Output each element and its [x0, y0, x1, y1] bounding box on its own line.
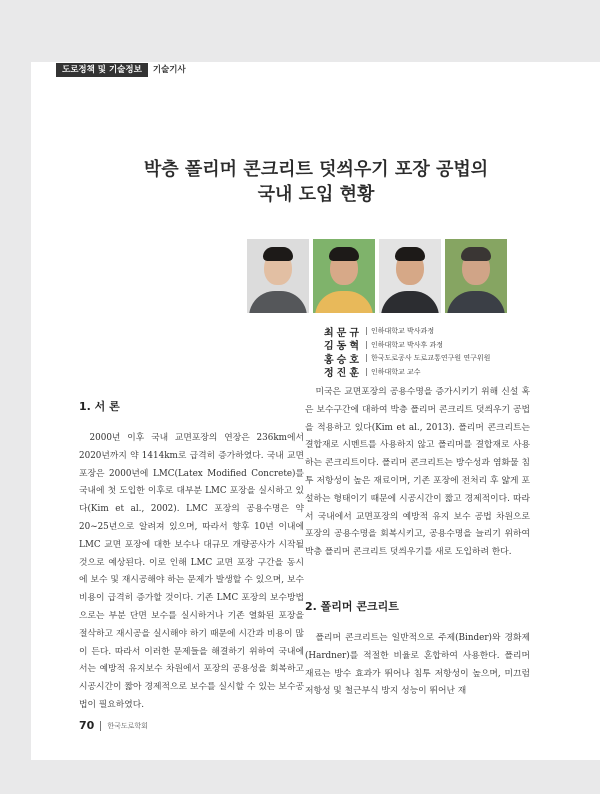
section-1-heading: 1. 서 론 [79, 400, 120, 413]
section-2-heading: 2. 폴리머 콘크리트 [305, 600, 399, 613]
section-2-paragraph: 폴리머 콘크리트는 일반적으로 주제(Binder)와 경화제(Hardner)를 적절한 비율로 혼합하여 사용한다. 폴리머 재료는 방수 효과가 뛰어나 침투 저항성이 높으며, 미끄럼저항성 및 철근부식 방지 성능이 뛰어난 재 [305, 633, 530, 697]
author-separator [366, 368, 367, 376]
publication-name: 한국도로학회 [107, 721, 148, 730]
top-band [31, 0, 600, 62]
article-title-line-2: 국내 도입 현황 [257, 184, 375, 205]
author-list [324, 325, 490, 379]
section-sub-label: 기술기사 [152, 65, 186, 75]
author-photos [247, 239, 507, 313]
article-title-line-1: 박층 폴리머 콘크리트 덧씌우기 포장 공법의 [143, 159, 489, 180]
author-row [324, 366, 490, 378]
section-tag [56, 63, 186, 77]
bottom-band [31, 760, 600, 794]
author-affiliation: 인하대학교 교수 [371, 367, 421, 376]
author-photo-4 [445, 239, 507, 313]
author-affiliation: 한국도로공사 도로교통연구원 연구위원 [371, 354, 491, 362]
author-row [324, 339, 490, 351]
author-name: 최문규 [324, 327, 362, 339]
author-photo-3 [379, 239, 441, 313]
author-name: 김동혁 [324, 341, 362, 352]
section-1-paragraph-continued: 미국은 교면포장의 공용수명을 증가시키기 위해 신설 혹은 보수구간에 대하여 박층 폴리머 콘크리트 덧씌우기 공법을 적용하고 있다(Kim et al., 2013). 폴리머 콘크리트는 결합재로 시멘트를 사용하지 않고 폴리머를 결합재로 사용하는 콘크리트이다. 폴리머 콘크리트는 방수성과 염화물 침투 저항성이 높은 재료이며, 기존 포장에 전처리 후 얇게 포설하는 형태이기 때문에 시공시간이 짧고 경제적이다. 따라서 국내에서 교면포장의 예방적 유지 보수 공법 차원으로 포장의 공용수명을 회복시키고, 공용수명을 늘리기 위하여 박층 폴리머 콘크리트 덧씌우기를 새로 도입하려 한다. [305, 387, 530, 558]
section-1-paragraph: 2000년 이후 국내 교면포장의 연장은 236km에서 2020년까지 약 1414km로 급격히 증가하였다. 국내 교면포장은 2000년에 LMC(Latex Modified Concrete)를 국내에 첫 도입한 이후로 대부분 LMC 포장을 실시하고 있다(Kim et al., 2002). LMC 포장의 공용수명은 약 20~25년으로 알려져 있으며, 따라서 향후 10년 이내에 LMC 교면 포장에 대한 보수나 대규모 개량공사가 시작될 것으로 예상된다. 이로 인해 LMC 교면 포장 구간을 동시에 보수 및 재시공해야 하는 문제가 발생할 수 있으며, 보수비용이 급격히 증가할 것이다. 기존 LMC 포장의 보수방법으로는 부분 단면 보수를 실시하거나 기존 열화된 포장을 절삭하고 재시공을 실시해야 하기 때문에 시간과 비용이 많이 든다. 따라서 이러한 문제들을 해결하기 위하여 국내에서는 예방적 유지보수 차원에서 포장의 공용성을 회복하고 시공시간이 짧아 경제적으로 보수를 실시할 수 있는 보수공법이 필요하였다. [79, 433, 304, 710]
author-affiliation: 인하대학교 박사후 과정 [371, 340, 444, 349]
section-tag-label: 도로정책 및 기술정보 [56, 63, 148, 77]
body-column-right-lower [305, 630, 530, 701]
author-affiliation: 인하대학교 박사과정 [371, 327, 435, 335]
author-separator [366, 327, 367, 335]
page-number: 70 [79, 719, 95, 732]
body-column-left [79, 430, 304, 715]
author-separator [366, 341, 367, 349]
author-separator [366, 354, 367, 362]
author-photo-2 [313, 239, 375, 313]
author-row [324, 325, 490, 337]
page-spine-band [0, 0, 31, 794]
footer-separator [100, 721, 101, 731]
author-name: 홍승호 [324, 354, 362, 366]
author-name: 정진훈 [324, 368, 362, 379]
author-photo-1 [247, 239, 309, 313]
body-column-right [305, 384, 530, 562]
page-footer [79, 719, 148, 732]
author-row [324, 352, 490, 364]
